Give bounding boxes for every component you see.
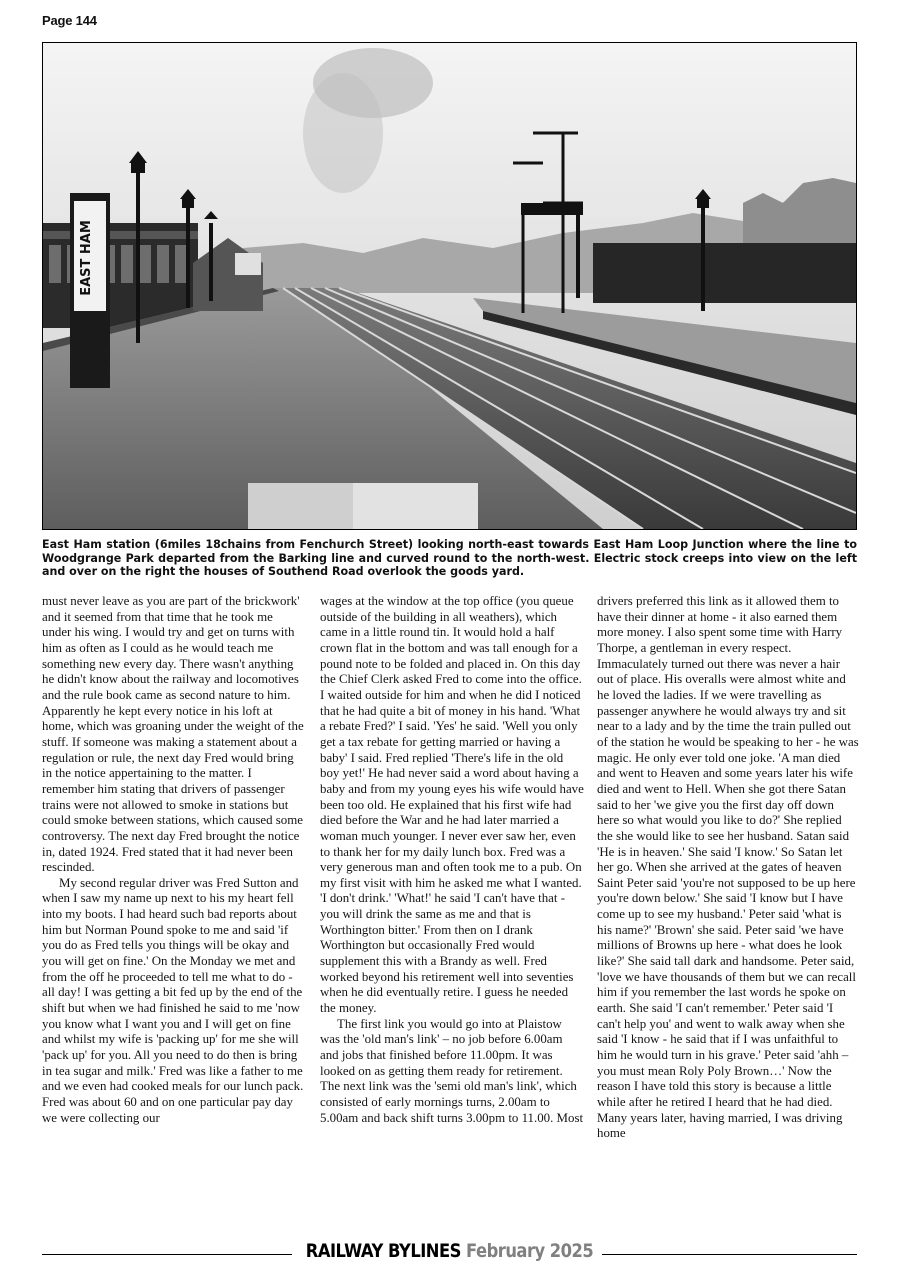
page-number: Page 144 (42, 13, 97, 28)
text-column-3 (597, 594, 859, 1142)
station-sign-text: EAST HAM (79, 220, 94, 296)
paragraph: must never leave as you are part of the brickwork' and it seemed from that time that he took me under his wing. I would try and get on turns with him as often as I could as he would teach me something new every day. There wasn't anything he didn't know about the railway and locomotives and the rule book came as second nature to him. Apparently he kept every notice in his loft at home, which was groaning under the weight of the stuff. If someone was making a statement about a regulation or rule, the next day Fred would bring in the notice appertaining to the matter. I remember him stating that drivers of passenger trains were not allowed to smoke in stations but could smoke between stations, which caused some controversy. The next day Fred brought the notice in, dated 1924. Fred stated that it had never been rescinded. (42, 594, 304, 875)
page-footer (42, 1240, 857, 1270)
paragraph: The first link you would go into at Plaistow was the 'old man's link' – no job before 6.00am and jobs that finished before 11.00pm. It was looked on as getting them ready for retirement. The next link was the 'semi old man's link', which consisted of early mornings turns, 2.00am to 5.00am and back shift turns 3.00pm to 11.00. Most (320, 1016, 584, 1125)
text-column-1 (42, 594, 304, 1126)
paragraph: My second regular driver was Fred Sutton and when I saw my name up next to his my heart fell into my boots. I had heard such bad reports about him but Norman Pound spoke to me and said 'if you do as Fred tells you things will be okay and you will get on fine.' On the Monday we met and from the off he proceeded to tell me what to do - all day! I was getting a bit fed up by the end of the shift but when we had finished he said to me 'now you know what I want you and I will get on fine and whilst my wife is 'packing up' for me she will 'pack up' for you. All you need to do then is bring in tea sugar and milk.' Fred was like a father to me and we even had cooked meals for our lunch pack. Fred was about 60 and on one particular pay day we were collecting our (42, 875, 304, 1125)
railway-station-photo-icon (43, 43, 856, 529)
footer-title (99, 1240, 800, 1262)
photo-caption: East Ham station (6miles 18chains from Fenchurch Street) looking north-east towards East Ham Loop Junction where the line to Woodgrange Park departed from the Barking line and curved round to the north-west. Electric stock creeps into view on the left and over on the right the houses of Southend Road overlook the goods yard. (42, 538, 857, 578)
paragraph: drivers preferred this link as it allowed them to have their dinner at home - it also earned them more money. I also spent some time with Harry Thorpe, a gentleman in every respect. Immaculately turned out there was never a hair out of place. His overalls were almost white and he loved the ladies. If we were travelling as passenger anywhere he would always try and sit near to a lady and by the time the train pulled out of the station he would be speaking to her - he was magic. He only ever told one joke. 'A man died and went to Heaven and some years later his wife died and went to Hell. When she got there Satan said to her 'we give you the first day off down here so what would you like to do?' She replied the she would like to see her husband. Satan said 'He is in heaven.' She said 'I know.' So Satan let her go. When she arrived at the gates of heaven Saint Peter said 'you're not supposed to be up here you're down below.' She said 'I know but I have come up to see my husband.' Peter said 'what is his name?' 'Brown' she said. Peter said 'we have millions of Browns up here - what does he look like?' She said tall dark and handsome. Peter said, 'love we have thousands of them but we can recall him if you remember the last words he spoke on earth. She said 'I can't remember.' Peter said 'I can't help you' and went to walk away when she said 'I know - he said that if I was unfaithful to him he would turn in his grave.' Peter said 'ahh – you must mean Roly Poly Brown…' Now the reason I have told this story is because a little while after he retired I heard that he had died. Many years later, having married, I was driving home (597, 594, 859, 1141)
footer-rule-right (602, 1254, 857, 1255)
magazine-name: RAILWAY BYLINES (305, 1240, 461, 1262)
paragraph: wages at the window at the top office (you queue outside of the building in all weathers), which came in a little round tin. It would hold a half crown flat in the bottom and was tall enough for a pound note to be folded and placed in. On this day the Chief Clerk asked Fred to come into the office. I waited outside for him and when he did I noticed that he had quite a bit of money in his hand. 'What a rebate Fred?' I said. 'Yes' he said. 'Well you only get a tax rebate for getting married or having a baby' I said. Fred replied 'There's life in the old boy yet!' He had never said a word about having a baby and from my young eyes his wife would have been too old. He explained that his first wife had died before the War and he had later married a woman much younger. I never ever saw her, even to thank her for my daily lunch box. Fred was a very generous man and often took me to a pub. On my first visit with him he asked me what I wanted. 'I don't drink.' 'What!' he said 'I can't have that - you will drink the same as me and that is Worthington bitter.' From then on I drank Worthington but occasionally Fred would supplement this with a Brandy as well. Fred worked beyond his retirement well into seventies when he did eventually retire. I guess he needed the money. (320, 594, 584, 1016)
issue-date: February 2025 (466, 1240, 594, 1262)
text-column-2 (320, 594, 584, 1126)
station-photograph (42, 42, 857, 530)
